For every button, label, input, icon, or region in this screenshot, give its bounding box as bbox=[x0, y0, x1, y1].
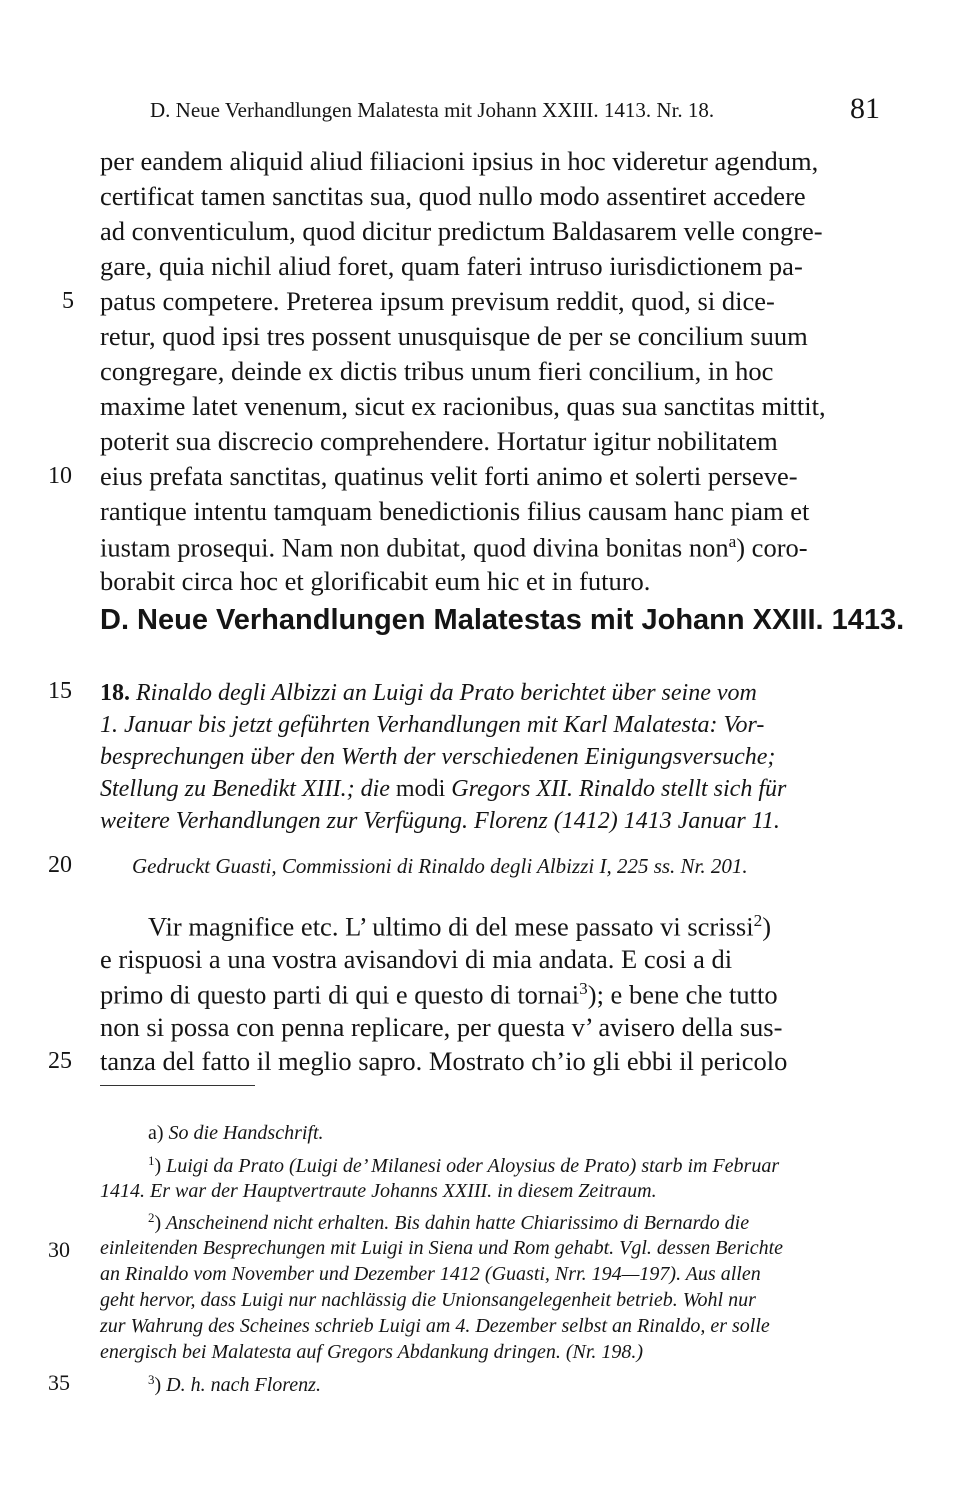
regest-line: 1. Januar bis jetzt geführten Verhandlungen mit Karl Malatesta: Vor- bbox=[100, 712, 765, 738]
line-number: 30 bbox=[48, 1237, 70, 1262]
line-number: 35 bbox=[48, 1370, 70, 1395]
letter-line: e rispuosi a una vostra avisandovi di mia andata. E cosi a di bbox=[100, 944, 733, 974]
page-header bbox=[150, 92, 880, 132]
regest-line bbox=[100, 680, 880, 707]
footnote-line: geht hervor, dass Luigi nur nachlässig die Unionsangelegenheit betrieb. Wohl nur bbox=[100, 1289, 756, 1311]
body-line: patus competere. Preterea ipsum previsum reddit, quod, si dice- bbox=[100, 286, 775, 316]
body-line: retur, quod ipsi tres possent unusquisque de per se concilium suum bbox=[100, 321, 808, 351]
body-line: certificat tamen sanctitas sua, quod nullo modo assentiret accedere bbox=[100, 181, 806, 211]
footnote-label: 3 bbox=[148, 1372, 155, 1387]
footnote-mark: a bbox=[728, 532, 737, 551]
body-line: rantique intentu tamquam benedictionis filius causam hanc piam et bbox=[100, 496, 810, 526]
footnote-2: $^2$) Anscheinend nicht erhalten. Bis dahin hatte Chiarissimo di Bernardo die bbox=[148, 1210, 750, 1235]
body-line: poterit sua discrecio comprehendere. Hortatur igitur nobilitatem bbox=[100, 426, 778, 456]
body-line bbox=[100, 533, 880, 561]
regest-text: Stellung zu Benedikt XIII.; die bbox=[100, 776, 390, 802]
footnote-a bbox=[148, 1122, 880, 1145]
footnote-label: 1 bbox=[148, 1153, 155, 1168]
running-head: D. Neue Verhandlungen Malatesta mit Johann XXIII. 1413. Nr. 18. bbox=[150, 98, 715, 122]
footnote-mark: 2 bbox=[753, 911, 763, 930]
letter-text: primo di questo parti di qui e questo di tornai bbox=[100, 979, 580, 1010]
footnote-line: 1414. Er war der Hauptvertraute Johanns XXIII. in diesem Zeitraum. bbox=[100, 1180, 657, 1202]
document-number: 18. bbox=[100, 680, 130, 706]
letter-line: tanza del fatto il meglio sapro. Mostrato ch’io gli ebbi il pericolo bbox=[100, 1046, 788, 1076]
line-number: 15 bbox=[48, 678, 72, 704]
footnote-line: energisch bei Malatesta auf Gregors Abdankung dringen. (Nr. 198.) bbox=[100, 1341, 644, 1363]
footnote-rule bbox=[100, 1085, 255, 1086]
footnote-line: an Rinaldo vom November und Dezember 1412 (Guasti, Nrr. 194—197). Aus allen bbox=[100, 1263, 761, 1285]
footnote-text: Luigi da Prato (Luigi de’ Milanesi oder Aloysius de Prato) starb im Februar bbox=[166, 1155, 780, 1178]
line-number: 25 bbox=[48, 1048, 72, 1074]
line-number: 10 bbox=[48, 463, 72, 489]
body-line: ad conventiculum, quod dicitur predictum Baldasarem velle congre- bbox=[100, 216, 823, 246]
regest-line: besprechungen über den Werth der verschiedenen Einigungsversuche; bbox=[100, 744, 776, 770]
footnote-line: zur Wahrung des Scheines schrieb Luigi am 4. Dezember selbst an Rinaldo, er solle bbox=[100, 1315, 770, 1337]
regest-line bbox=[100, 776, 880, 803]
footnote-text: So die Handschrift. bbox=[168, 1122, 324, 1144]
letter-text: ) bbox=[762, 911, 772, 942]
page-number: 81 bbox=[850, 92, 880, 125]
source-note: Gedruckt Guasti, Commissioni di Rinaldo degli Albizzi I, 225 ss. Nr. 201. bbox=[132, 854, 748, 878]
section-title: D. Neue Verhandlungen Malatestas mit Johann XXIII. 1413. bbox=[100, 604, 905, 636]
body-line: gare, quia nichil aliud foret, quam fateri intruso iurisdictionem pa- bbox=[100, 251, 803, 281]
footnote-3: $^3$) D. h. nach Florenz. bbox=[148, 1372, 321, 1397]
regest-text: modi bbox=[389, 776, 452, 802]
footnote-mark: 3 bbox=[579, 979, 588, 998]
body-line-text: iustam prosequi. Nam non dubitat, quod divina bonitas non bbox=[100, 532, 729, 563]
letter-line bbox=[148, 912, 880, 940]
letter-line bbox=[100, 980, 880, 1008]
footnote-label: 2 bbox=[148, 1210, 155, 1225]
footnote-label: a) bbox=[148, 1122, 164, 1144]
letter-text: Vir magnifice etc. L’ ultimo di del mese passato vi scrissi bbox=[148, 911, 754, 942]
line-number: 20 bbox=[48, 852, 72, 878]
regest-line: weitere Verhandlungen zur Verfügung. Florenz (1412) 1413 Januar 11. bbox=[100, 808, 780, 834]
body-line: eius prefata sanctitas, quatinus velit forti animo et solerti perseve- bbox=[100, 461, 798, 491]
footnote-line: einleitenden Besprechungen mit Luigi in Siena und Rom gehabt. Vgl. dessen Berichte bbox=[100, 1237, 783, 1259]
letter-line: non si possa con penna replicare, per questa v’ avisero della sus- bbox=[100, 1012, 783, 1042]
letter-text: ); e bene che tutto bbox=[587, 979, 778, 1010]
body-line: congregare, deinde ex dictis tribus unum fieri concilium, in hoc bbox=[100, 356, 774, 386]
body-line-tail: ) coro- bbox=[736, 532, 808, 563]
footnote-text: D. h. nach Florenz. bbox=[166, 1374, 321, 1397]
body-line: maxime latet venenum, sicut ex racionibus, quas sua sanctitas mittit, bbox=[100, 391, 826, 421]
footnote-text: Anscheinend nicht erhalten. Bis dahin hatte Chiarissimo di Bernardo die bbox=[165, 1212, 750, 1235]
footnote-1: $^1$) Luigi da Prato (Luigi de’ Milanesi oder Aloysius de Prato) starb im Februar bbox=[148, 1153, 780, 1178]
regest-text: Gregors XII. Rinaldo stellt sich für bbox=[451, 776, 787, 802]
body-line: borabit circa hoc et glorificabit eum hic et in futuro. bbox=[100, 566, 651, 596]
regest-text: Rinaldo degli Albizzi an Luigi da Prato berichtet über seine vom bbox=[136, 680, 757, 706]
line-number: 5 bbox=[62, 288, 74, 314]
body-line: per eandem aliquid aliud filiacioni ipsius in hoc videretur agendum, bbox=[100, 146, 819, 176]
